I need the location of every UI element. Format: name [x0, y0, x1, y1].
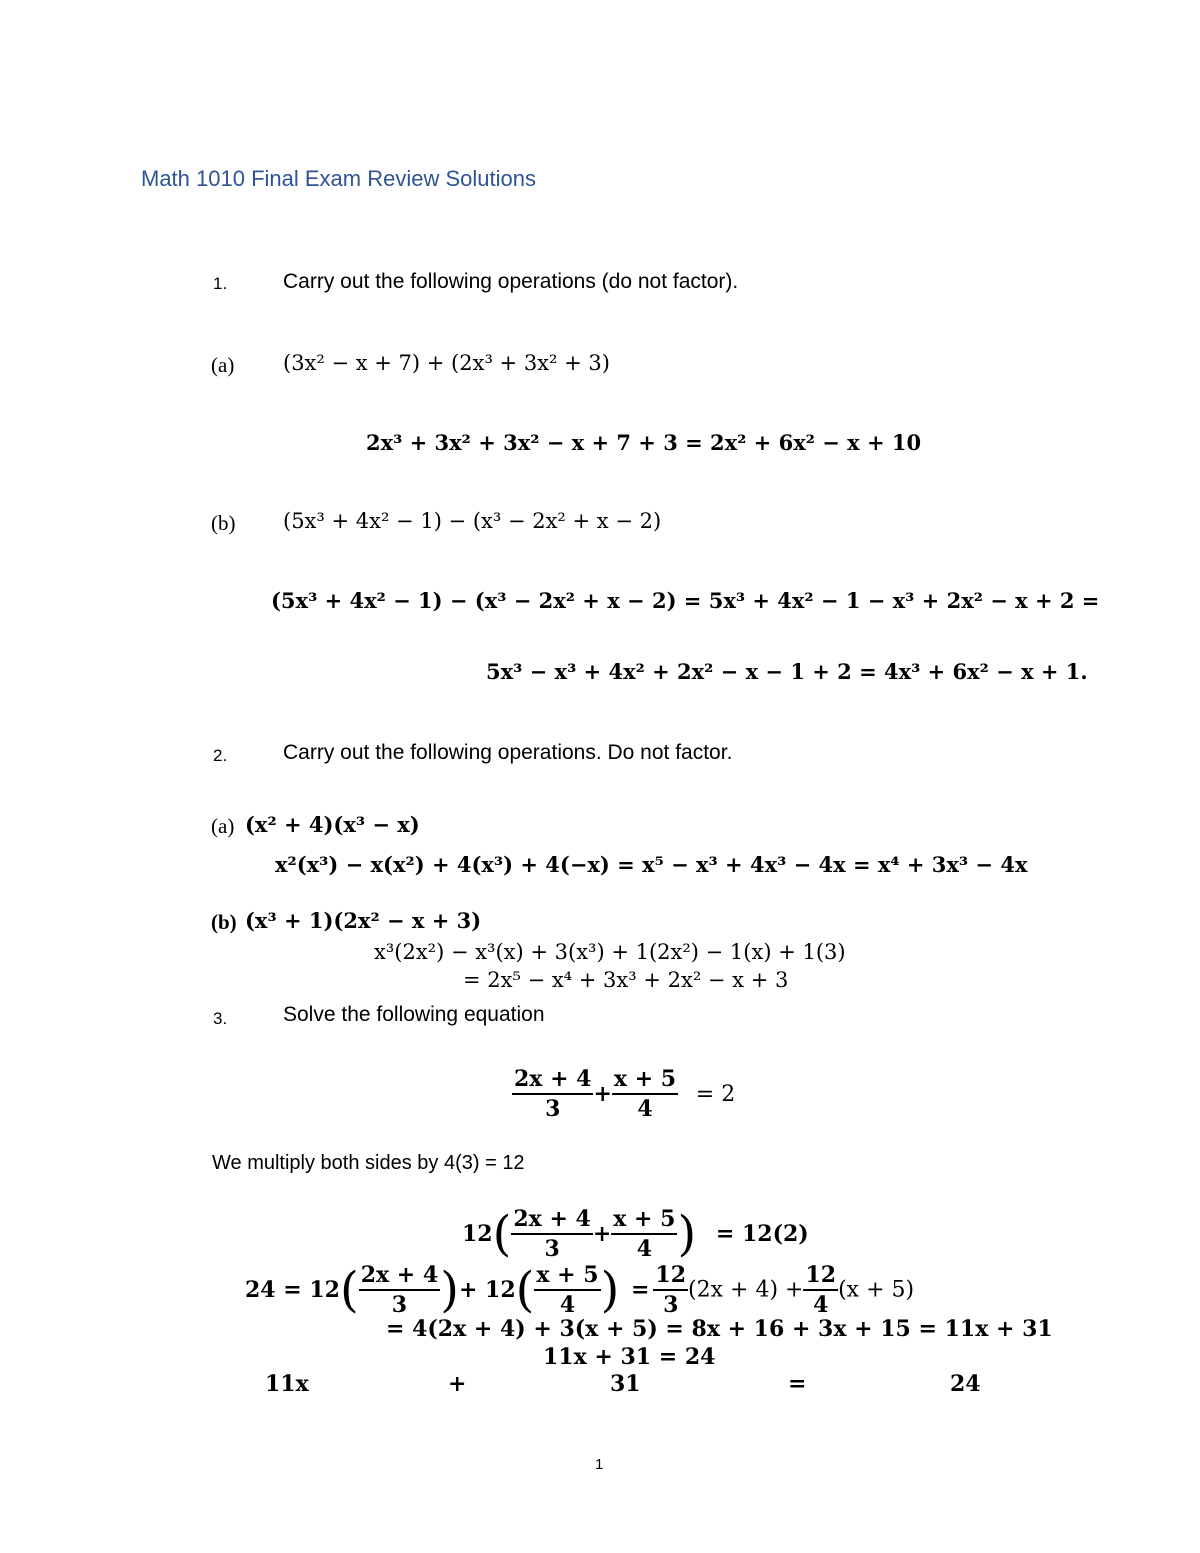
q3-step-5-equals: = — [788, 1371, 807, 1397]
middle-term: + 12 — [458, 1277, 516, 1303]
denominator: 4 — [637, 1096, 653, 1122]
denominator: 4 — [636, 1236, 653, 1262]
fraction — [803, 1262, 838, 1318]
q2b-solution-line-1: x³(2x²) − x³(x) + 3(x³) + 1(2x²) − 1(x) + 1(3) — [374, 940, 846, 964]
term-1: (2x + 4) + — [688, 1277, 804, 1303]
question-3-heading: Solve the following equation — [283, 1003, 545, 1026]
right-paren: ) — [677, 1206, 697, 1262]
denominator: 3 — [544, 1236, 560, 1262]
plus-sign: + — [592, 1221, 612, 1247]
equation-rhs: = 2 — [695, 1081, 736, 1107]
q1b-label: (b) — [211, 511, 236, 535]
q2b-problem: (x³ + 1)(2x² − x + 3) — [245, 908, 482, 933]
fraction — [359, 1262, 440, 1318]
coefficient: 12 — [462, 1221, 493, 1247]
q3-step-2 — [245, 1262, 914, 1318]
denominator: 3 — [545, 1096, 561, 1122]
q1a-problem: (3x² − x + 7) + (2x³ + 3x² + 3) — [283, 351, 610, 375]
q1b-problem: (5x³ + 4x² − 1) − (x³ − 2x² + x − 2) — [283, 509, 662, 533]
numerator: x + 5 — [534, 1262, 600, 1291]
step-2-lhs: 24 = 12 — [245, 1277, 340, 1303]
left-paren: ( — [492, 1206, 512, 1262]
q3-step-4: 11x + 31 = 24 — [543, 1344, 716, 1370]
left-paren: ( — [339, 1262, 359, 1318]
question-2-number: 2. — [213, 746, 228, 765]
right-paren: ) — [440, 1262, 459, 1318]
q2a-solution: x²(x³) − x(x²) + 4(x³) + 4(−x) = x⁵ − x³ + 4x³ − 4x = x⁴ + 3x³ − 4x — [275, 852, 1028, 877]
question-3-number: 3. — [213, 1009, 228, 1028]
q1b-solution-line-2: 5x³ − x³ + 4x² + 2x² − x − 1 + 2 = 4x³ + 6x² − x + 1. — [486, 659, 1088, 684]
right-paren: ) — [600, 1262, 620, 1318]
plus-sign: + — [593, 1081, 612, 1107]
q3-step-5-term-1: 11x — [265, 1371, 309, 1397]
q3-step-5-term-2: 31 — [610, 1371, 641, 1397]
numerator: x + 5 — [611, 1206, 677, 1235]
question-2-heading: Carry out the following operations. Do not factor. — [283, 741, 733, 764]
numerator: 2x + 4 — [511, 1206, 592, 1235]
q2a-problem: (x² + 4)(x³ − x) — [245, 812, 420, 837]
denominator: 4 — [813, 1292, 829, 1318]
denominator: 3 — [391, 1292, 408, 1318]
fraction — [534, 1262, 600, 1318]
numerator: 2x + 4 — [359, 1262, 440, 1291]
q3-step-3: = 4(2x + 4) + 3(x + 5) = 8x + 16 + 3x + 15 = 11x + 31 — [386, 1316, 1053, 1342]
q1a-label: (a) — [211, 353, 235, 377]
fraction — [511, 1206, 592, 1262]
term-2: (x + 5) — [838, 1277, 915, 1303]
q3-equation — [512, 1066, 735, 1122]
numerator: 2x + 4 — [512, 1066, 593, 1095]
page-title: Math 1010 Final Exam Review Solutions — [141, 166, 536, 191]
q3-step-1 — [462, 1206, 809, 1262]
q2a-label: (a) — [211, 814, 235, 838]
fraction — [611, 1206, 677, 1262]
numerator: x + 5 — [612, 1066, 678, 1095]
q1a-solution: 2x³ + 3x² + 3x² − x + 7 + 3 = 2x² + 6x² − x + 10 — [366, 430, 922, 455]
question-1-heading: Carry out the following operations (do not factor). — [283, 270, 739, 293]
left-paren: ( — [515, 1262, 535, 1318]
q3-multiply-text: We multiply both sides by 4(3) = 12 — [212, 1152, 525, 1174]
q3-eq-fraction-1 — [512, 1066, 593, 1122]
question-1-number: 1. — [213, 274, 228, 293]
numerator: 12 — [803, 1262, 838, 1291]
q3-eq-fraction-2 — [612, 1066, 678, 1122]
denominator: 3 — [663, 1292, 679, 1318]
equals-sign: = — [630, 1277, 650, 1303]
q3-step-5-rhs: 24 — [950, 1371, 981, 1397]
q1b-solution-line-1: (5x³ + 4x² − 1) − (x³ − 2x² + x − 2) = 5x³ + 4x² − 1 − x³ + 2x² − x + 2 = — [271, 588, 1100, 613]
page-number: 1 — [595, 1456, 604, 1473]
q2b-solution-line-2: = 2x⁵ − x⁴ + 3x³ + 2x² − x + 3 — [463, 968, 789, 992]
q2b-label: (b) — [211, 910, 237, 934]
numerator: 12 — [653, 1262, 688, 1291]
q3-step-5-plus: + — [448, 1371, 467, 1397]
fraction — [653, 1262, 688, 1318]
denominator: 4 — [559, 1292, 576, 1318]
step-1-rhs: = 12(2) — [715, 1221, 809, 1247]
